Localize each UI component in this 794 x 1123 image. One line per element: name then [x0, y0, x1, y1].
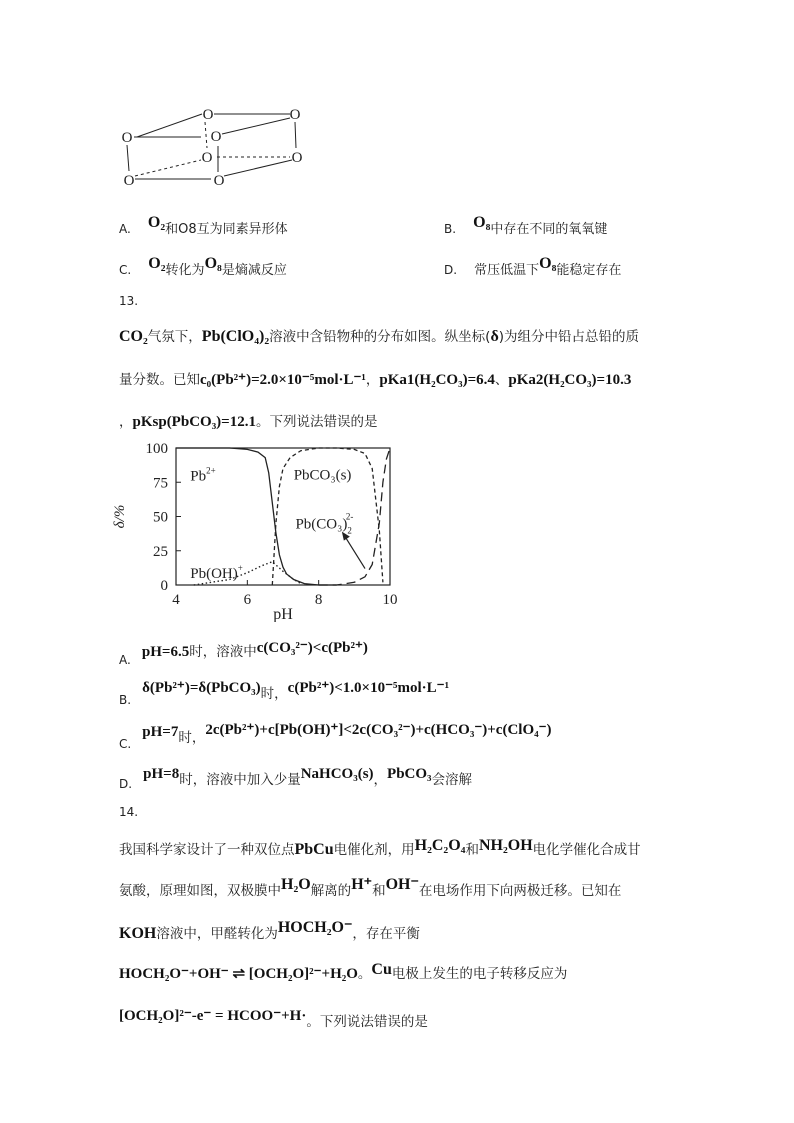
stem-text: 电化学催化合成甘 — [532, 842, 641, 858]
formula: pKa2(H₂CO₃)=10.3 — [508, 372, 632, 388]
formula: pH=8 — [143, 766, 180, 782]
stem-text: 解离的 — [310, 883, 352, 899]
formula: H₂O — [281, 876, 311, 893]
option-text: ， — [373, 772, 388, 788]
formula: NaHCO₃(s) — [300, 766, 374, 782]
bond — [222, 118, 290, 134]
bond — [224, 160, 292, 176]
option-letter: C. — [119, 737, 132, 751]
dashed-bond — [205, 122, 207, 148]
o8-structure-diagram — [110, 100, 320, 195]
stem-text: 、 — [494, 372, 509, 388]
atom-o: O — [213, 173, 225, 189]
formula: Pb(ClO₄)₂ — [201, 328, 270, 345]
formula: PbCO₃ — [387, 766, 432, 782]
q13-number: 13. — [119, 294, 139, 308]
option-text: 是熵减反应 — [221, 263, 287, 278]
option-letter: A. — [119, 222, 131, 236]
x-tick-label: 4 — [172, 592, 180, 608]
option-text: 中存在不同的氧氧键 — [490, 222, 608, 237]
formula: pKsp(PbCO₃)=12.1 — [132, 414, 256, 430]
formula: O₂ — [148, 255, 166, 272]
stem-text: 在电场作用下向两极迁移。已知在 — [418, 883, 622, 899]
x-axis-label: pH — [273, 606, 293, 622]
q14-stem-line1 — [119, 838, 641, 859]
electrode-reaction: [OCH₂O]²⁻-e⁻ = HCOO⁻+H· — [119, 1008, 307, 1024]
bond — [127, 145, 129, 171]
y-axis-label: δ/% — [112, 504, 128, 529]
formula: H⁺ — [351, 876, 373, 893]
option-text: 能稳定存在 — [556, 263, 622, 278]
y-tick-label: 75 — [153, 475, 168, 492]
formula: OH⁻ — [385, 876, 419, 893]
atom-o: O — [291, 150, 303, 166]
formula: pH=7 — [142, 724, 179, 740]
equilibrium-equation: HOCH₂O⁻+OH⁻ ⇌ [OCH₂O]²⁻+H₂O — [119, 966, 358, 982]
formula: HOCH₂O⁻ — [277, 919, 353, 936]
x-tick-label: 6 — [243, 592, 252, 608]
q12-option-a[interactable] — [119, 214, 288, 238]
option-letter: B. — [444, 222, 457, 236]
stem-text: 。下列说法错误的是 — [306, 1014, 428, 1030]
atom-o: O — [210, 129, 222, 145]
formula: O₈ — [204, 255, 222, 272]
q13-option-c[interactable] — [119, 720, 552, 751]
q13-stem-line1 — [119, 325, 639, 346]
formula: Cu — [371, 961, 392, 978]
arrow-shaft — [344, 534, 365, 568]
option-letter: B. — [119, 693, 132, 707]
formula: c(Pb²⁺)<1.0×10⁻⁵mol·L⁻¹ — [287, 680, 450, 696]
option-letter: C. — [119, 263, 132, 277]
formula: δ(Pb²⁺)=δ(PbCO₃) — [142, 680, 261, 696]
bond — [137, 114, 202, 137]
y-tick-label: 0 — [160, 578, 168, 594]
formula: 2c(Pb²⁺)+c[Pb(OH)⁺]<2c(CO₃²⁻)+c(HCO₃⁻)+c(ClO₄⁻) — [205, 722, 552, 738]
distribution-chart — [110, 440, 410, 622]
q14-stem-line2 — [119, 876, 622, 900]
stem-text: 和 — [465, 842, 479, 858]
formula: O₈ — [473, 214, 491, 231]
stem-text: ，存在平衡 — [352, 926, 420, 942]
formula: c₀(Pb²⁺)=2.0×10⁻⁵mol·L⁻¹ — [200, 372, 366, 388]
option-letter: D. — [444, 263, 458, 277]
formula: PbCu — [294, 841, 334, 858]
atom-o: O — [123, 173, 135, 189]
q13-stem-line3 — [119, 410, 377, 431]
option-text: 常压低温下 — [474, 263, 540, 278]
formula: H₂C₂O₄ — [414, 837, 466, 854]
stem-text: 气氛下， — [147, 329, 202, 345]
species-label-pbco3-2: $Pb(CO_3)_22-$ — [295, 511, 354, 536]
y-tick-label: 100 — [145, 441, 168, 457]
stem-text: ， — [119, 414, 133, 430]
q14-number: 14. — [119, 805, 139, 819]
option-letter: A. — [119, 653, 131, 667]
q14-stem-line3 — [119, 919, 420, 943]
q12-option-b[interactable] — [444, 214, 608, 238]
q13-option-a[interactable] — [119, 640, 368, 667]
stem-text: 溶液中，甲醛转化为 — [156, 926, 278, 942]
option-text: 和O8互为同素异形体 — [165, 222, 288, 237]
q14-stem-line5 — [119, 1004, 428, 1030]
dashed-bond — [135, 160, 201, 176]
option-letter: D. — [119, 777, 133, 791]
q14-stem-line4 — [119, 962, 567, 983]
option-text: 时，溶液中 — [189, 644, 257, 660]
atom-o: O — [289, 107, 301, 123]
q13-option-d[interactable] — [119, 762, 473, 791]
species-label-pbco3s: PbCO₃(s) — [293, 467, 352, 484]
stem-text: 。下列说法错误的是 — [255, 414, 378, 430]
stem-text: 溶液中含铅物种的分布如图。纵坐标( — [269, 329, 491, 345]
species-label-pb2: $Pb^{2+}$ — [190, 465, 216, 485]
y-tick-label: 50 — [153, 509, 168, 526]
formula: pH=6.5 — [141, 644, 190, 660]
stem-text: 电催化剂，用 — [333, 842, 415, 858]
stem-text: 氨酸，原理如图，双极膜中 — [119, 883, 281, 899]
stem-text: 和 — [372, 883, 386, 899]
formula: CO₂ — [119, 328, 148, 345]
formula: O₈ — [539, 255, 557, 272]
stem-text: 。 — [357, 966, 372, 982]
atom-o: O — [202, 107, 214, 123]
formula: c(CO₃²⁻)<c(Pb²⁺) — [256, 640, 368, 656]
x-tick-label: 10 — [382, 592, 398, 608]
q13-option-b[interactable] — [119, 676, 450, 707]
q12-option-c[interactable] — [119, 255, 287, 279]
option-text: 会溶解 — [431, 772, 473, 788]
stem-text: 我国科学家设计了一种双位点 — [119, 842, 295, 858]
option-text: 转化为 — [165, 263, 205, 278]
formula: KOH — [119, 925, 157, 942]
option-text: 时， — [178, 730, 206, 746]
stem-text: 电极上发生的电子转移反应为 — [391, 966, 568, 982]
stem-text: )为组分中铅占总铅的质 — [498, 329, 640, 345]
option-text: 时，溶液中加入少量 — [179, 772, 301, 788]
formula: O₂ — [147, 214, 166, 231]
species-label-pboh: Pb(OH)+ — [190, 563, 243, 583]
option-text: 时， — [260, 686, 288, 702]
stem-text: ， — [365, 372, 380, 388]
x-tick-label: 8 — [314, 592, 323, 608]
atom-o: O — [121, 130, 133, 146]
q12-option-d[interactable] — [444, 255, 622, 279]
formula: NH₂OH — [478, 837, 533, 854]
formula: pKa1(H₂CO₃)=6.4 — [379, 372, 495, 388]
formula: δ — [490, 328, 499, 345]
q13-stem-line2 — [119, 368, 631, 389]
atom-o: O — [201, 150, 213, 166]
y-tick-label: 25 — [153, 543, 168, 560]
bond — [295, 122, 296, 148]
stem-text: 量分数。已知 — [119, 372, 200, 388]
